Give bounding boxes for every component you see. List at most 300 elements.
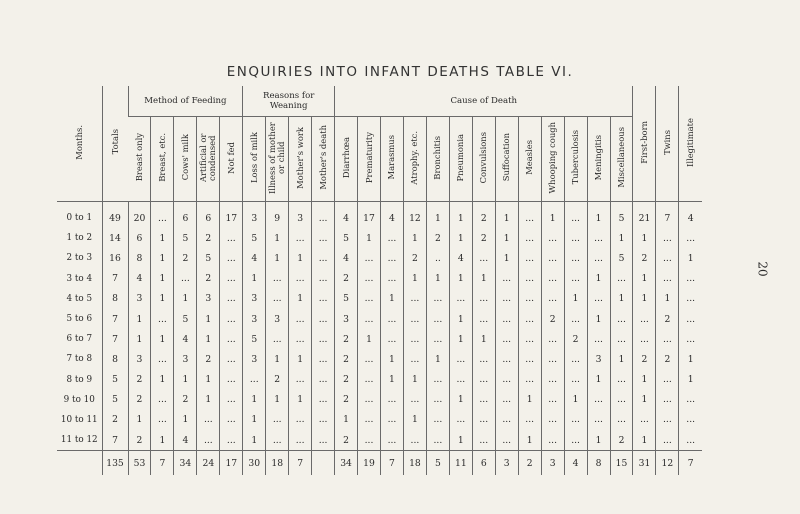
weaning-1-header: Illness of mother or child [266, 117, 289, 202]
table-cell: ... [656, 370, 679, 390]
weaning-3-header: Mother's death [312, 117, 335, 202]
table-cell: 1 [358, 329, 381, 349]
table-cell: ... [472, 370, 495, 390]
table-cell: 2 [197, 228, 220, 248]
table-cell: 1 [449, 228, 472, 248]
table-cell: ... [426, 289, 449, 309]
table-cell: ... [289, 410, 312, 430]
table-cell: 1 [174, 410, 197, 430]
month-cell: 9 to 10 [63, 394, 95, 405]
total-cell: 17 [220, 451, 243, 476]
table-cell: ... [541, 289, 564, 309]
table-cell: ... [518, 228, 541, 248]
table-cell: ... [220, 248, 243, 268]
table-cell: ... [380, 390, 403, 410]
table-cell: ... [472, 289, 495, 309]
table-cell: 17 [220, 202, 243, 229]
table-cell: ... [220, 410, 243, 430]
table-cell: ... [403, 309, 426, 329]
table-cell: ... [610, 370, 633, 390]
table-cell: ... [266, 410, 289, 430]
table-cell: 2 [335, 349, 358, 369]
table-cell: ... [610, 410, 633, 430]
table-row [57, 309, 702, 329]
table-cell: ... [518, 349, 541, 369]
table-cell: 1 [266, 349, 289, 369]
table-cell: 1 [243, 430, 266, 451]
table-cell: 1 [151, 248, 174, 268]
table-cell: 1 [151, 269, 174, 289]
table-cell: 1 [335, 410, 358, 430]
table-cell: ... [472, 390, 495, 410]
table-cell: ... [266, 329, 289, 349]
table-cell: ... [587, 410, 610, 430]
total-cell: 30 [243, 451, 266, 476]
table-cell: 1 [587, 430, 610, 451]
table-cell: ... [289, 228, 312, 248]
feeding-0-header: Breast only [128, 117, 151, 202]
month-cell: 2 to 3 [66, 253, 93, 264]
table-cell: ... [495, 390, 518, 410]
table-cell: ... [679, 390, 702, 410]
table-row [57, 202, 702, 229]
table-row [57, 289, 702, 309]
weaning-2-header: Mother's work [289, 117, 312, 202]
table-cell: ... [564, 410, 587, 430]
table-cell: ... [151, 309, 174, 329]
table-cell: 1 [679, 349, 702, 369]
table-cell: 1 [151, 289, 174, 309]
table-cell: 5 [243, 228, 266, 248]
table-cell: ... [656, 248, 679, 268]
table-cell: ... [610, 309, 633, 329]
table-cell: 1 [128, 309, 151, 329]
first-born-header: First-born [633, 86, 656, 202]
table-cell: ... [495, 329, 518, 349]
table-cell: ... [541, 329, 564, 349]
table-cell: ... [472, 349, 495, 369]
totals-label-cell [57, 451, 102, 476]
table-cell: ... [679, 228, 702, 248]
weaning-group-header: Reasons for Weaning [243, 86, 335, 117]
table-row [57, 390, 702, 410]
feeding-1-header: Breast, etc. [151, 117, 174, 202]
total-cell: 34 [335, 451, 358, 476]
table-cell: 2 [633, 349, 656, 369]
table-cell: ... [495, 430, 518, 451]
table-cell: 1 [151, 228, 174, 248]
table-cell: 1 [403, 410, 426, 430]
table-cell: 5 [174, 228, 197, 248]
table-cell: 1 [289, 349, 312, 369]
table-cell: ... [426, 410, 449, 430]
cause-8-header: Measles [518, 117, 541, 202]
page-title: ENQUIRIES INTO INFANT DEATHS TABLE VI. [226, 64, 574, 80]
table-cell: ... [449, 289, 472, 309]
table-cell: 1 [266, 228, 289, 248]
table-cell: 8 [128, 248, 151, 268]
table-row [57, 248, 702, 268]
table-cell: 4 [335, 202, 358, 229]
table-cell: 1 [289, 390, 312, 410]
table-cell: ... [656, 228, 679, 248]
month-cell: 3 to 4 [66, 273, 93, 284]
total-cell: 3 [495, 451, 518, 476]
table-cell: ... [380, 329, 403, 349]
table-cell: ... [243, 370, 266, 390]
month-cell: 0 to 1 [66, 213, 93, 224]
table-cell: ... [312, 329, 335, 349]
table-cell: 1 [380, 289, 403, 309]
table-cell: ... [541, 390, 564, 410]
cause-10-header: Tuberculosis [564, 117, 587, 202]
table-cell: ... [358, 309, 381, 329]
table-cell: 1 [610, 349, 633, 369]
table-cell: ... [312, 430, 335, 451]
table-cell: ... [358, 370, 381, 390]
table-cell: 2 [197, 269, 220, 289]
table-cell: ... [358, 289, 381, 309]
table-cell: ... [289, 269, 312, 289]
cause-12-header: Miscellaneous [610, 117, 633, 202]
table-cell: 1 [266, 390, 289, 410]
table-cell: ... [495, 289, 518, 309]
table-cell: ... [518, 329, 541, 349]
table-cell: 4 [449, 248, 472, 268]
feeding-3-header: Artificial or condensed [197, 117, 220, 202]
table-cell: 21 [633, 202, 656, 229]
table-cell: ... [358, 390, 381, 410]
table-cell: ... [495, 269, 518, 289]
table-cell: 2 [174, 390, 197, 410]
table-cell: ... [358, 410, 381, 430]
table-cell: ... [610, 329, 633, 349]
month-cell: 1 to 2 [66, 233, 93, 244]
table-cell: 1 [128, 329, 151, 349]
table-cell: ... [380, 228, 403, 248]
table-cell: 1 [610, 228, 633, 248]
table-cell: 1 [174, 370, 197, 390]
table-cell: ... [220, 370, 243, 390]
table-cell: 1 [587, 309, 610, 329]
table-cell: ... [289, 370, 312, 390]
table-cell: 2 [335, 329, 358, 349]
table-cell: 8 [102, 349, 128, 369]
table-row [57, 410, 702, 430]
table-cell: ... [633, 410, 656, 430]
table-cell: ... [266, 269, 289, 289]
totals-row [57, 451, 702, 476]
table-cell: 2 [656, 309, 679, 329]
table-cell: 4 [243, 248, 266, 268]
table-cell: 2 [472, 228, 495, 248]
table-cell: 4 [174, 430, 197, 451]
table-cell: 3 [335, 309, 358, 329]
table-cell: ... [679, 430, 702, 451]
table-cell: 1 [633, 390, 656, 410]
table-cell: ... [587, 289, 610, 309]
table-cell: ... [679, 329, 702, 349]
table-cell: 2 [472, 202, 495, 229]
total-cell: 7 [289, 451, 312, 476]
table-cell: 1 [358, 228, 381, 248]
table-cell: 2 [335, 370, 358, 390]
table-cell: ... [358, 248, 381, 268]
table-cell: ... [380, 269, 403, 289]
table-cell: 3 [174, 349, 197, 369]
table-cell: 3 [243, 349, 266, 369]
group-header-row [57, 86, 702, 117]
table-row [57, 370, 702, 390]
table-cell: ... [312, 248, 335, 268]
table-cell: ... [564, 269, 587, 289]
table-cell: 1 [243, 390, 266, 410]
table-cell: 1 [587, 269, 610, 289]
table-cell: ... [151, 202, 174, 229]
table-cell: 3 [266, 309, 289, 329]
table-cell: ... [220, 430, 243, 451]
total-cell: 12 [656, 451, 679, 476]
cause-5-header: Pneumonia [449, 117, 472, 202]
month-cell: 4 to 5 [66, 293, 93, 304]
table-body [57, 202, 702, 476]
table-cell: ... [312, 289, 335, 309]
table-cell: ... [472, 248, 495, 268]
twins-header: Twins [656, 86, 679, 202]
total-cell: 2 [518, 451, 541, 476]
total-cell: 24 [197, 451, 220, 476]
table-cell: ... [380, 430, 403, 451]
table-cell: 1 [380, 370, 403, 390]
table-cell: 1 [679, 370, 702, 390]
table-cell: ... [312, 228, 335, 248]
table-cell: ... [518, 410, 541, 430]
table-cell: 1 [495, 248, 518, 268]
table-cell: 6 [197, 202, 220, 229]
table-cell: 1 [564, 390, 587, 410]
table-cell: ... [495, 370, 518, 390]
cause-9-header: Whooping cough [541, 117, 564, 202]
table-cell: 1 [403, 269, 426, 289]
table-cell: ... [197, 430, 220, 451]
table-cell: ... [587, 248, 610, 268]
feeding-4-header: Not fed [220, 117, 243, 202]
table-cell: 1 [633, 370, 656, 390]
table-cell: 1 [472, 269, 495, 289]
table-cell: 1 [610, 289, 633, 309]
month-cell: 5 to 6 [66, 314, 93, 325]
total-cell: 15 [610, 451, 633, 476]
table-cell: ... [564, 228, 587, 248]
table-cell: ... [656, 269, 679, 289]
table-cell: ... [151, 410, 174, 430]
table-cell: 1 [449, 390, 472, 410]
table-cell: 20 [128, 202, 151, 229]
table-cell: 1 [679, 248, 702, 268]
table-cell: 7 [102, 309, 128, 329]
table-cell: 16 [102, 248, 128, 268]
feeding-2-header: Cows' milk [174, 117, 197, 202]
table-cell: ... [266, 289, 289, 309]
table-cell: 2 [335, 430, 358, 451]
table-cell: ... [564, 202, 587, 229]
cause-group-header: Cause of Death [335, 86, 633, 117]
table-cell: 1 [426, 349, 449, 369]
table-cell: ... [358, 269, 381, 289]
table-cell: 3 [128, 349, 151, 369]
table-cell: 2 [102, 410, 128, 430]
table-cell: 1 [633, 289, 656, 309]
total-cell: 4 [564, 451, 587, 476]
table-cell: 3 [587, 349, 610, 369]
table-cell: ... [518, 248, 541, 268]
table-cell: ... [564, 248, 587, 268]
sub-header-row [57, 117, 702, 202]
table-cell: ... [151, 349, 174, 369]
table-cell: ... [587, 329, 610, 349]
month-cell: 11 to 12 [60, 435, 98, 446]
table-cell: ... [197, 410, 220, 430]
table-cell: ... [587, 390, 610, 410]
table-cell: ... [633, 329, 656, 349]
table-cell: ... [220, 228, 243, 248]
total-cell: 18 [266, 451, 289, 476]
table-cell: 1 [197, 390, 220, 410]
table-row [57, 228, 702, 248]
table-cell: 2 [335, 390, 358, 410]
table-cell: ... [289, 430, 312, 451]
table-cell: 2 [610, 430, 633, 451]
table-cell: 1 [243, 410, 266, 430]
cause-2-header: Marasmus [380, 117, 403, 202]
cause-7-header: Suffocation [495, 117, 518, 202]
table-cell: .. [426, 248, 449, 268]
table-cell: 1 [426, 269, 449, 289]
table-cell: 4 [174, 329, 197, 349]
table-cell: ... [426, 370, 449, 390]
table-cell: 2 [128, 430, 151, 451]
table-cell: 1 [633, 430, 656, 451]
table-cell: ... [312, 202, 335, 229]
table-cell: ... [495, 410, 518, 430]
table-cell: 1 [518, 390, 541, 410]
table-cell: ... [312, 269, 335, 289]
table-cell: 2 [266, 370, 289, 390]
table-cell: 2 [564, 329, 587, 349]
table-cell: 1 [564, 289, 587, 309]
table-cell: 1 [495, 202, 518, 229]
table-cell: 1 [656, 289, 679, 309]
month-cell: 8 to 9 [66, 374, 93, 385]
table-cell: 1 [128, 410, 151, 430]
table-cell: ... [495, 309, 518, 329]
total-cell: 34 [174, 451, 197, 476]
table-cell: 14 [102, 228, 128, 248]
table-cell: ... [380, 248, 403, 268]
table-cell: 1 [197, 370, 220, 390]
table-cell: 2 [128, 390, 151, 410]
table-cell: ... [403, 329, 426, 349]
table-cell: 49 [102, 202, 128, 229]
table-cell: ... [220, 289, 243, 309]
table-cell: 3 [243, 309, 266, 329]
table-cell: 4 [335, 248, 358, 268]
table-cell: 5 [610, 202, 633, 229]
infant-deaths-table [57, 86, 702, 475]
table-cell: 2 [426, 228, 449, 248]
table-cell: 1 [495, 228, 518, 248]
table-cell: 1 [151, 329, 174, 349]
table-cell: 1 [174, 289, 197, 309]
table-cell: 1 [449, 430, 472, 451]
table-cell: 1 [266, 248, 289, 268]
table-cell: ... [679, 410, 702, 430]
table-cell: ... [541, 228, 564, 248]
table-cell: ... [633, 309, 656, 329]
table-cell: ... [174, 269, 197, 289]
table-cell: 5 [335, 289, 358, 309]
table-cell: ... [518, 289, 541, 309]
table-cell: 8 [102, 289, 128, 309]
table-cell: 12 [403, 202, 426, 229]
table-cell: ... [151, 390, 174, 410]
table-cell: 7 [656, 202, 679, 229]
table-cell: ... [564, 430, 587, 451]
cause-0-header: Diarrhœa [335, 117, 358, 202]
table-cell: 6 [128, 228, 151, 248]
table-cell: 1 [633, 269, 656, 289]
table-cell: ... [220, 309, 243, 329]
table-cell: 2 [128, 370, 151, 390]
cause-4-header: Bronchitis [426, 117, 449, 202]
table-cell: 1 [587, 202, 610, 229]
month-cell: 10 to 11 [60, 414, 98, 425]
table-cell: 1 [449, 309, 472, 329]
table-cell: ... [312, 349, 335, 369]
table-cell: 2 [174, 248, 197, 268]
table-cell: ... [426, 329, 449, 349]
table-cell: 1 [151, 430, 174, 451]
table-cell: ... [472, 430, 495, 451]
table-cell: ... [541, 410, 564, 430]
total-cell [312, 451, 335, 476]
total-cell: 5 [426, 451, 449, 476]
table-cell: 9 [266, 202, 289, 229]
table-cell: 1 [197, 309, 220, 329]
table-cell: ... [518, 269, 541, 289]
table-cell: ... [312, 370, 335, 390]
table-cell: ... [449, 349, 472, 369]
table-cell: ... [449, 370, 472, 390]
table-cell: ... [518, 309, 541, 329]
table-cell: ... [610, 390, 633, 410]
table-row [57, 269, 702, 289]
total-cell: 31 [633, 451, 656, 476]
table-cell: ... [679, 269, 702, 289]
table-row [57, 349, 702, 369]
cause-11-header: Meningitis [587, 117, 610, 202]
table-cell: 5 [243, 329, 266, 349]
table-cell: 1 [426, 202, 449, 229]
table-cell: 3 [289, 202, 312, 229]
cause-3-header: Atrophy. etc. [403, 117, 426, 202]
table-cell: 7 [102, 269, 128, 289]
table-cell: ... [472, 410, 495, 430]
table-cell: 5 [335, 228, 358, 248]
totals-header: Totals [102, 86, 128, 202]
table-cell: 1 [197, 329, 220, 349]
table-cell: ... [312, 390, 335, 410]
